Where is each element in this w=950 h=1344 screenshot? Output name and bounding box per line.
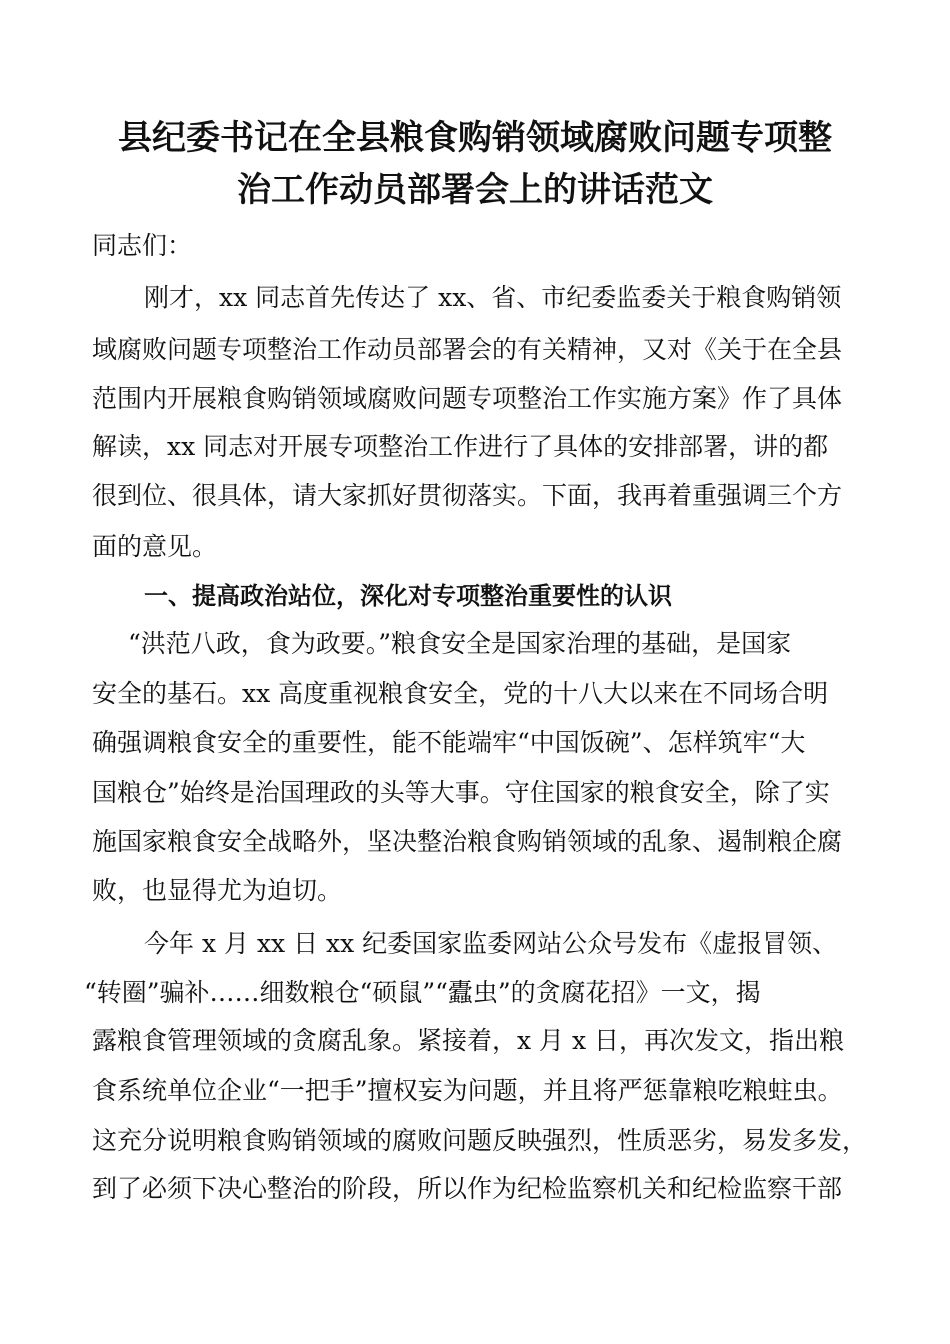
body-line: 安全的基石。xx 高度重视粮食安全，党的十八大以来在不同场合明 [92,679,829,708]
body-line: 很到位、很具体，请大家抓好贯彻落实。下面，我再着重强调三个方 [92,481,843,510]
body-line: “转圈”骗补……细数粮仓“硕鼠”“蠹虫”的贪腐花招》一文，揭 [84,978,761,1007]
salutation: 同志们： [92,231,193,260]
body-line: 解读，xx 同志对开展专项整治工作进行了具体的安排部署，讲的都 [92,432,829,461]
body-line: 这充分说明粮食购销领域的腐败问题反映强烈，性质恶劣，易发多发， [92,1126,868,1155]
body-line: 国粮仓”始终是治国理政的头等大事。守住国家的粮食安全，除了实 [92,778,830,807]
body-line: 域腐败问题专项整治工作动员部署会的有关精神，又对《关于在全县 [92,335,843,364]
document-title-line-2: 治工作动员部署会上的讲话范文 [237,170,713,210]
body-line: 败，也显得尤为迫切。 [92,876,343,905]
section-heading: 一、提高政治站位，深化对专项整治重要性的认识 [144,582,672,610]
document-title-line-1: 县纪委书记在全县粮食购销领域腐败问题专项整 [118,118,832,158]
body-line: 确强调粮食安全的重要性，能不能端牢“中国饭碗”、怎样筑牢“大 [92,728,806,757]
body-line: 食系统单位企业“一把手”擅权妄为问题，并且将严惩靠粮吃粮蛀虫。 [92,1076,843,1105]
body-line: 面的意见。 [92,532,218,561]
body-line: 刚才，xx 同志首先传达了 xx、省、市纪委监委关于粮食购销领 [144,283,842,312]
body-line: 范围内开展粮食购销领域腐败问题专项整治工作实施方案》作了具体 [92,384,843,413]
body-line: “洪范八政，食为政要。”粮食安全是国家治理的基础，是国家 [128,629,792,658]
body-line: 露粮食管理领域的贪腐乱象。紧接着，x 月 x 日，再次发文，指出粮 [92,1026,845,1055]
body-line: 施国家粮食安全战略外，坚决整治粮食购销领域的乱象、遏制粮企腐 [92,827,843,856]
body-line: 到了必须下决心整治的阶段，所以作为纪检监察机关和纪检监察干部 [92,1174,843,1203]
body-line: 今年 x 月 xx 日 xx 纪委国家监委网站公众号发布《虚报冒领、 [144,929,838,958]
